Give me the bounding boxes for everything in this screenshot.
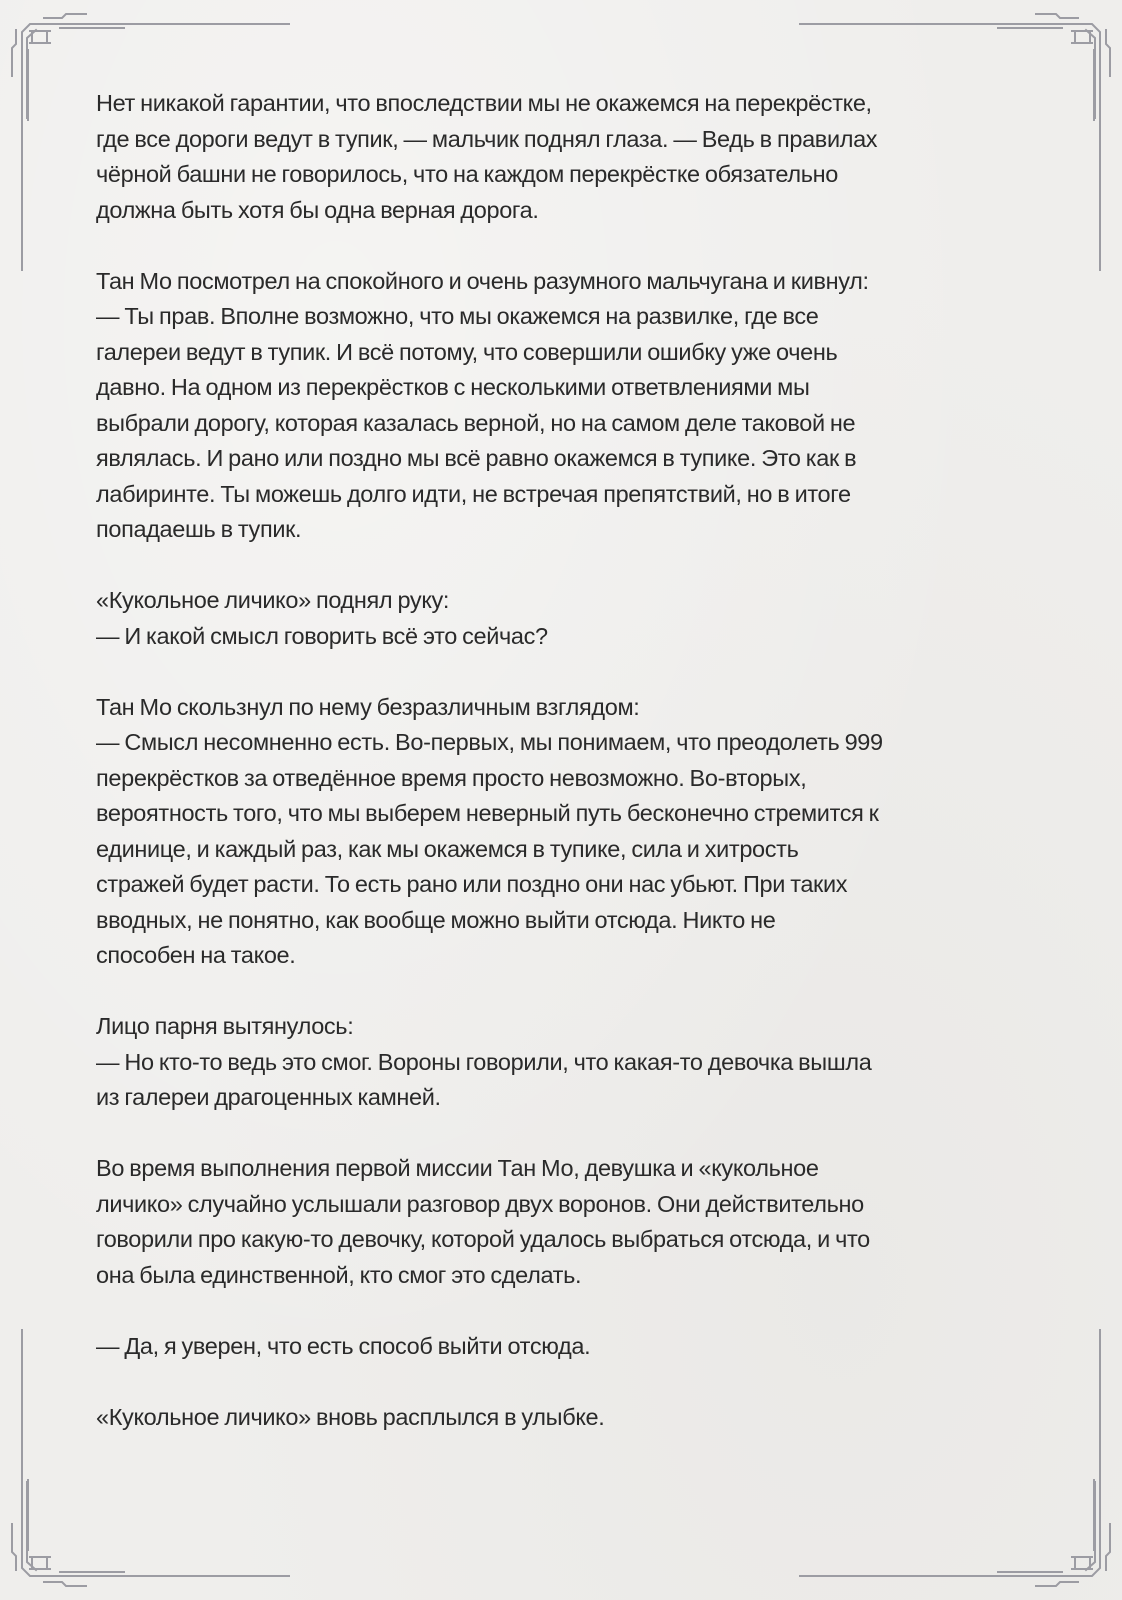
text-line: Во время выполнения первой миссии Тан Мо, девушка и «кукольное <box>96 1155 819 1181</box>
text-line: чёрной башни не говорилось, что на каждом перекрёстке обязательно <box>96 161 838 187</box>
text-line: «Кукольное личико» вновь расплылся в улыбке. <box>96 1403 605 1430</box>
frame-step-left <box>12 30 16 76</box>
text-line: перекрёстков за отведённое время просто невозможно. Во-вторых, <box>96 764 807 791</box>
text-line: она была единственной, кто смог это сделать. <box>96 1261 582 1288</box>
text-line: — Да, я уверен, что есть способ выйти отсюда. <box>96 1332 591 1359</box>
text-line: единице, и каждый раз, как мы окажемся в тупике, сила и хитрость <box>96 835 799 862</box>
text-line: вероятность того, что мы выберем неверный путь бесконечно стремится к <box>96 800 879 826</box>
text-line: из галереи драгоценных камней. <box>96 1084 441 1110</box>
text-line: Лицо парня вытянулось: <box>96 1013 354 1039</box>
paragraph <box>96 1329 1036 1365</box>
text-line: выбрали дорогу, которая казалась верной, но на самом деле таковой не <box>96 409 856 436</box>
text-line: Тан Мо скользнул по нему безразличным взглядом: <box>96 693 640 720</box>
text-line: — И какой смысл говорить всё это сейчас? <box>96 622 548 649</box>
text-line: — Но кто-то ведь это смог. Вороны говорили, что какая-то девочка вышла <box>96 1048 872 1075</box>
text-line: являлась. И рано или поздно мы всё равно окажемся в тупике. Это как в <box>96 445 857 471</box>
text-line: — Смысл несомненно есть. Во-первых, мы понимаем, что преодолеть 999 <box>96 729 883 755</box>
frame-step-top <box>44 14 86 18</box>
text-line: Тан Мо посмотрел на спокойного и очень разумного мальчугана и кивнул: <box>96 267 869 294</box>
text-line: способен на такое. <box>96 942 296 968</box>
text-line: «Кукольное личико» поднял руку: <box>96 587 450 613</box>
paragraph <box>96 1009 1036 1116</box>
text-line: вводных, не понятно, как вообще можно выйти отсюда. Никто не <box>96 906 776 933</box>
paragraph <box>96 264 1036 548</box>
document-body <box>96 86 1036 1471</box>
text-line: — Ты прав. Вполне возможно, что мы окажемся на развилке, где все <box>96 303 819 329</box>
paragraph <box>96 1400 1036 1436</box>
text-line: лабиринте. Ты можешь долго идти, не встречая препятствий, но в итоге <box>96 480 851 507</box>
paragraph <box>96 86 1036 228</box>
paragraph <box>96 690 1036 974</box>
paragraph <box>96 583 1036 654</box>
text-line: стражей будет расти. То есть рано или поздно они нас убьют. При таких <box>96 871 848 897</box>
text-line: Нет никакой гарантии, что впоследствии мы не окажемся на перекрёстке, <box>96 90 872 116</box>
text-line: говорили про какую-то девочку, которой удалось выбраться отсюда, и что <box>96 1226 870 1252</box>
text-line: личико» случайно услышали разговор двух воронов. Они действительно <box>96 1190 864 1217</box>
text-line: галереи ведут в тупик. И всё потому, что совершили ошибку уже очень <box>96 338 838 365</box>
text-line: где все дороги ведут в тупик, — мальчик поднял глаза. — Ведь в правилах <box>96 125 878 152</box>
text-line: давно. На одном из перекрёстков с несколькими ответвлениями мы <box>96 374 810 400</box>
text-line: должна быть хотя бы одна верная дорога. <box>96 196 539 223</box>
paragraph <box>96 1151 1036 1293</box>
text-line: попадаешь в тупик. <box>96 516 302 542</box>
